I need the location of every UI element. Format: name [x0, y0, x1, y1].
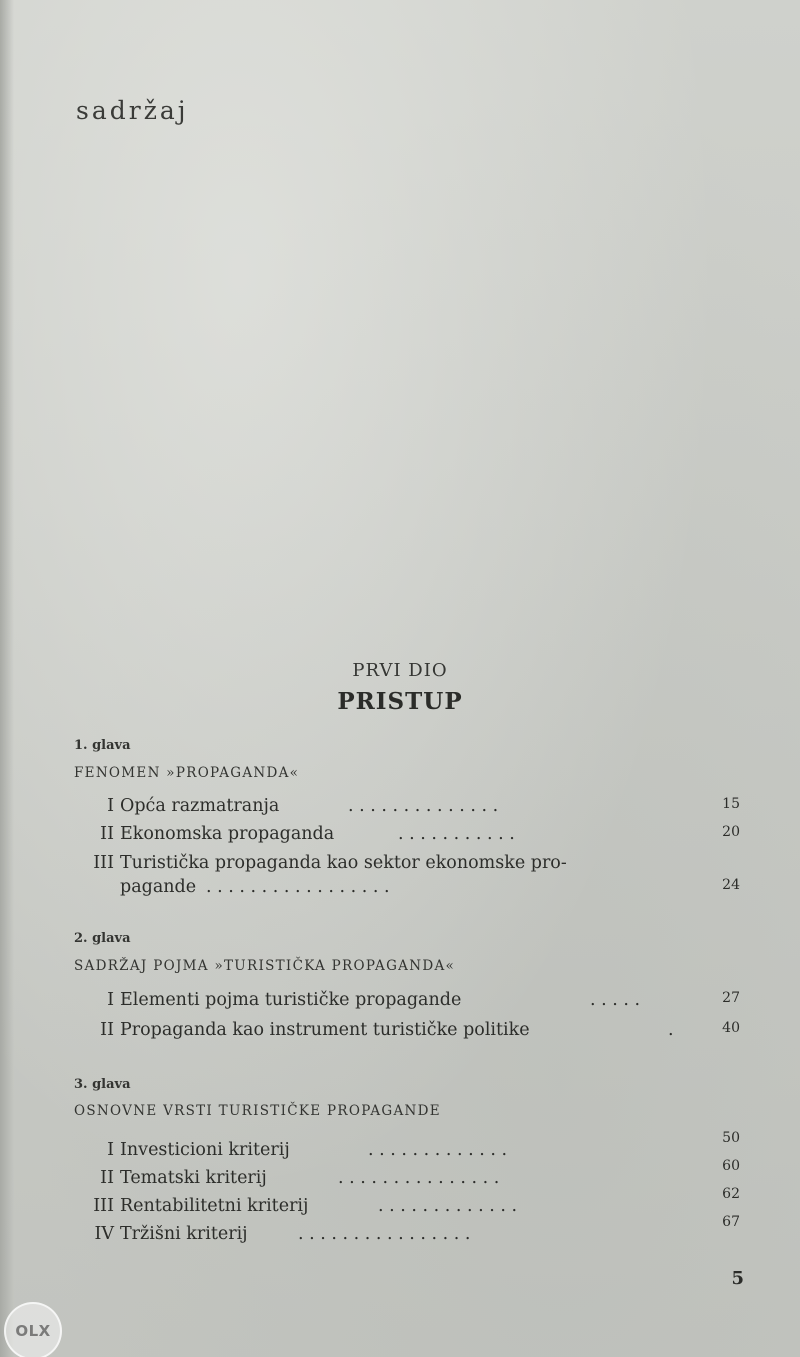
olx-watermark-logo: OLX	[4, 1302, 62, 1357]
entry-text: Tematski kriterij	[120, 1168, 267, 1188]
entry-text: Tržišni kriterij	[120, 1224, 248, 1244]
chapter-label: 3. glava	[74, 1077, 131, 1092]
entry-page: 15	[722, 796, 740, 812]
toc-entry[interactable]	[78, 990, 740, 1014]
toc-entry[interactable]	[78, 1020, 740, 1044]
entry-numeral: I	[107, 990, 114, 1010]
entry-text: Investicioni kriterij	[120, 1140, 290, 1160]
page-title: sadržaj	[76, 96, 189, 125]
leader-dots: .	[668, 1020, 674, 1040]
part-title: PRISTUP	[337, 688, 463, 715]
entry-page: 27	[722, 990, 740, 1006]
toc-entry[interactable]	[78, 796, 740, 820]
entry-page: 62	[722, 1186, 740, 1202]
toc-entry[interactable]	[78, 824, 740, 848]
entry-page: 67	[722, 1214, 740, 1230]
entry-numeral: III	[93, 853, 114, 873]
entry-numeral: I	[107, 796, 114, 816]
entry-page: 40	[722, 1020, 740, 1036]
entry-numeral: II	[100, 824, 114, 844]
toc-entry[interactable]	[78, 1130, 740, 1164]
entry-text: Rentabilitetni kriterij	[120, 1196, 309, 1216]
page-number: 5	[731, 1268, 744, 1289]
entry-text: Propaganda kao instrument turističke politike	[120, 1020, 530, 1040]
entry-numeral: IV	[94, 1224, 114, 1244]
part-label: PRVI DIO	[352, 660, 448, 681]
entry-numeral: II	[100, 1168, 114, 1188]
leader-dots: . . . . . . . . . . . . . . . . .	[206, 877, 390, 897]
toc-entry[interactable]	[78, 1186, 740, 1220]
entry-text: Ekonomska propaganda	[120, 824, 335, 844]
leader-dots: . . . . . . . . . . . . . . . .	[298, 1224, 471, 1244]
leader-dots: . . . . . . . . . . . . .	[378, 1196, 518, 1216]
entry-page: 50	[722, 1130, 740, 1146]
entry-page: 60	[722, 1158, 740, 1174]
chapter-label: 1. glava	[74, 738, 131, 753]
leader-dots: . . . . . . . . . . .	[398, 824, 515, 844]
toc-entry[interactable]	[78, 1158, 740, 1192]
entry-numeral: III	[93, 1196, 114, 1216]
entry-numeral: I	[107, 1140, 114, 1160]
entry-text: Turistička propaganda kao sektor ekonomske pro-	[120, 853, 567, 873]
leader-dots: . . . . . . . . . . . . . . .	[338, 1168, 500, 1188]
leader-dots: . . . . . . . . . . . . . .	[348, 796, 499, 816]
chapter-title: OSNOVNE VRSTI TURISTIČKE PROPAGANDE	[74, 1103, 441, 1119]
chapter-title: SADRŽAJ POJMA »TURISTIČKA PROPAGANDA«	[74, 958, 456, 974]
entry-text: Opća razmatranja	[120, 796, 280, 816]
entry-text-continuation: pagande	[120, 877, 197, 897]
entry-page: 24	[722, 877, 740, 893]
toc-entry[interactable]	[78, 1214, 740, 1248]
chapter-label: 2. glava	[74, 931, 131, 946]
leader-dots: . . . . .	[590, 990, 641, 1010]
chapter-title: FENOMEN »PROPAGANDA«	[74, 765, 300, 781]
entry-numeral: II	[100, 1020, 114, 1040]
toc-entry[interactable]	[78, 853, 740, 903]
entry-text: Elementi pojma turističke propagande	[120, 990, 462, 1010]
entry-page: 20	[722, 824, 740, 840]
leader-dots: . . . . . . . . . . . . .	[368, 1140, 508, 1160]
